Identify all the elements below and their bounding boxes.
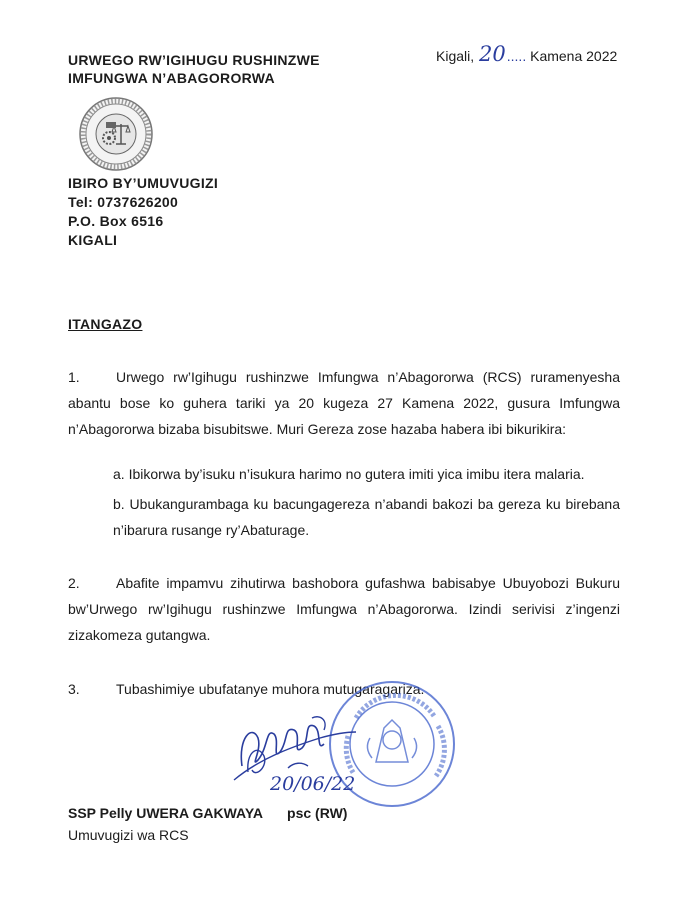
signer-role: Umuvugizi wa RCS (68, 827, 189, 843)
handwritten-day: 20 (479, 42, 506, 66)
svg-text:20/06/22: 20/06/22 (270, 773, 356, 795)
date-dots: ..... (506, 48, 527, 64)
organization-name (68, 51, 320, 87)
dateline (436, 42, 617, 66)
paragraph-3-text: Tubashimiye ubufatanye muhora mutugaragariza. (116, 681, 425, 697)
list-item-a: a. Ibikorwa by’isuku n’isukura harimo no gutera imiti yica imibu itera malaria. (113, 466, 585, 482)
contact-block (68, 174, 218, 250)
rcs-logo-icon (78, 96, 154, 172)
document-title: ITANGAZO (68, 316, 143, 332)
handwritten-signature-icon (228, 708, 380, 804)
signer-name-line (68, 805, 347, 821)
paragraph-2-text: Abafite impamvu zihutirwa bashobora gufashwa babisabye Ubuyobozi Bukuru bw’Urwego rw’Igihugu rushinzwe Imfungwa n’Abagororwa. Izindi serivisi z’ingenzi zizakomeza gutangwa. (68, 575, 620, 643)
paragraph-2-number: 2. (68, 575, 80, 591)
paragraph-1-number: 1. (68, 369, 80, 385)
signer-suffix: psc (RW) (287, 805, 348, 821)
date-suffix: Kamena 2022 (530, 48, 618, 64)
date-prefix: Kigali, (436, 48, 475, 64)
paragraph-3-number: 3. (68, 681, 80, 697)
list-item-b: b. Ubukangurambaga ku bacungagereza n’abandi bakozi ba gereza ku birebana n’ibarura rusange ry’Abaturage. (113, 496, 620, 538)
city: KIGALI (68, 232, 118, 248)
org-name-line-2: IMFUNGWA N’ABAGORORWA (68, 70, 275, 86)
org-name-line-1: URWEGO RW’IGIHUGU RUSHINZWE (68, 52, 320, 68)
signer-name: SSP Pelly UWERA GAKWAYA (68, 805, 264, 821)
office-name: IBIRO BY’UMUVUGIZI (68, 175, 219, 191)
paragraph-1-text: Urwego rw’Igihugu rushinzwe Imfungwa n’Abagororwa (RCS) ruramenyesha abantu bose ko guhera tariki ya 20 kugeza 27 Kamena 2022, gusura Imfungwa n’Abagororwa bizaba bisubitswe. Muri Gereza zose hazaba habera ibi bikurikira: (68, 369, 620, 437)
paragraph-1 (68, 364, 620, 442)
telephone: Tel: 0737626200 (68, 194, 179, 210)
paragraph-2 (68, 570, 620, 648)
po-box: P.O. Box 6516 (68, 213, 164, 229)
